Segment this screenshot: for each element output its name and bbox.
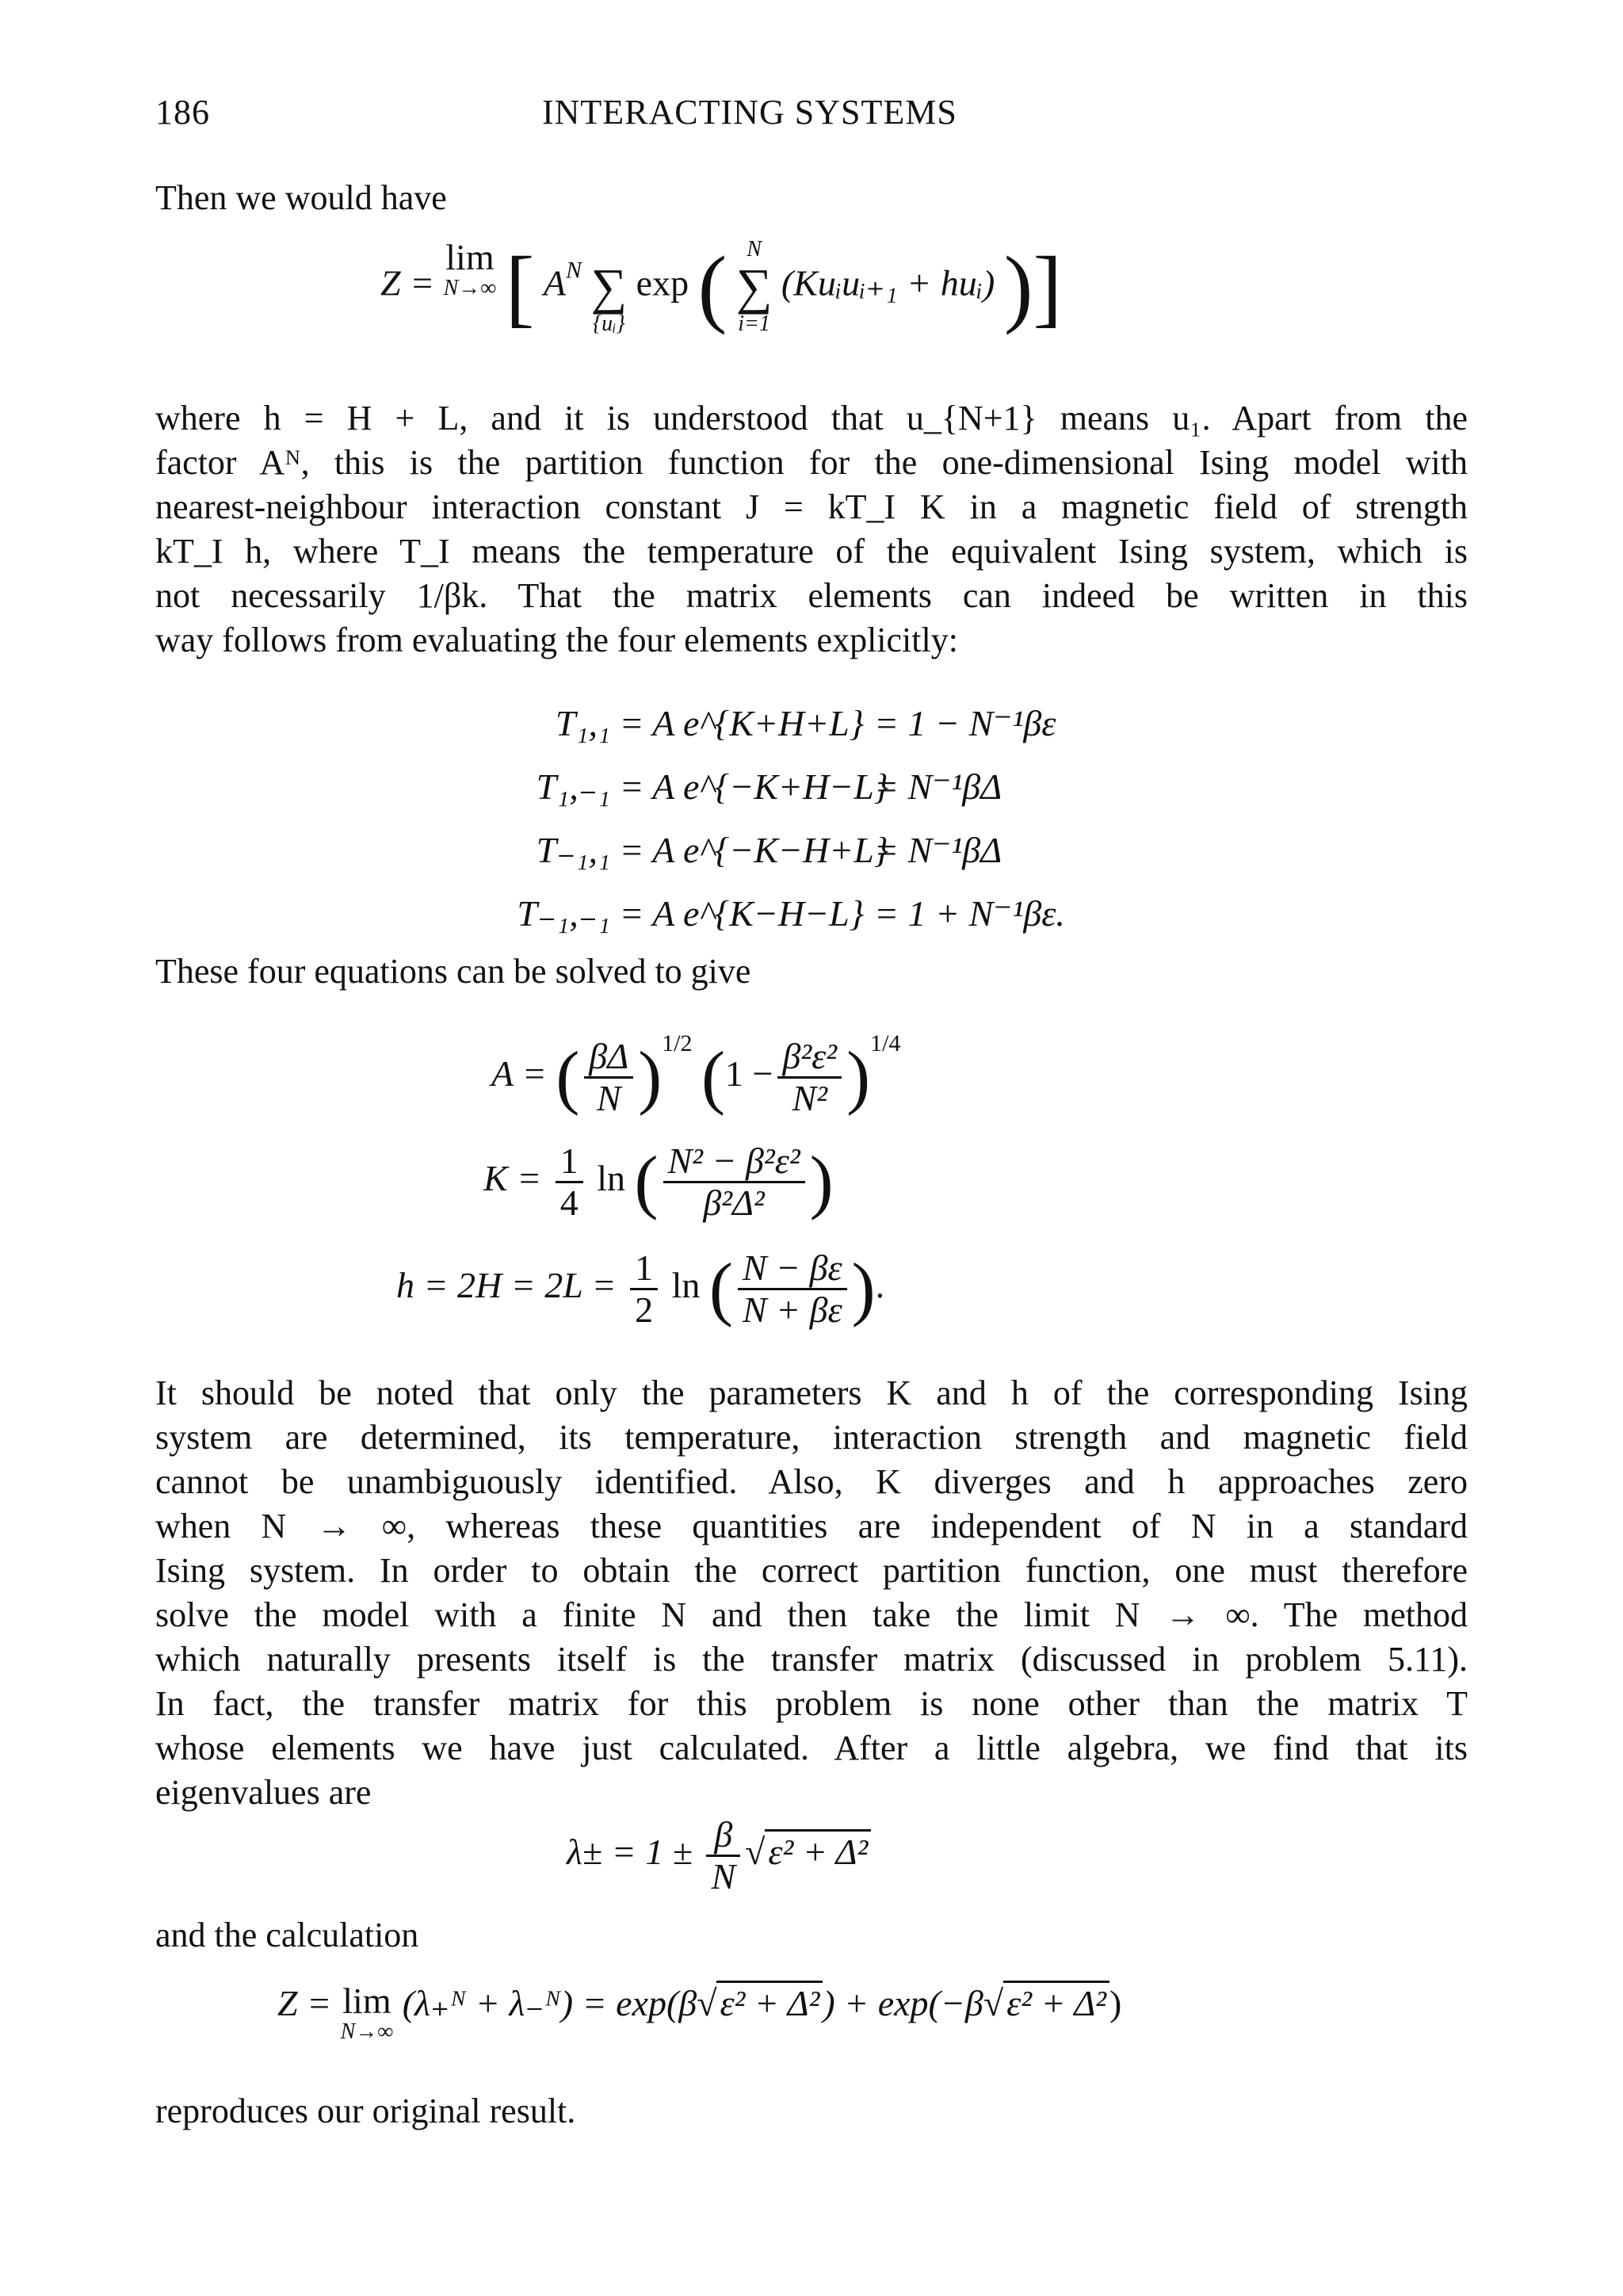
solution-A: A = ( $\frac{\beta\Delta}{N}$ )$^{1/2}$ (1 − $\frac{\text{β²ε²}}{\text{N²}}$ )$^{1/4}$ <box>491 1030 901 1118</box>
solution-K: K = $\frac{1}{4}$ ln ( $\frac{\text{N² − β²ε²}}{\text{β²Δ²}}$ ) <box>483 1140 834 1223</box>
matrix-element-row: T₁,₁ = A e^{K+H+L} = 1 − N⁻¹βε <box>555 703 1056 743</box>
equation-partition-final: Z = lim N→∞ (λ₊ᴺ + λ₋ᴺ) = exp(β√ε² + Δ²) + exp(−β√ε² + Δ²) <box>277 1981 1122 2044</box>
limit-operator: lim N→∞ <box>340 1981 394 2044</box>
sum-operator: ∑ {uᵢ} <box>590 258 628 336</box>
and-calculation-text: and the calculation <box>155 1916 419 1954</box>
equation-partition-sum: Z = lim N→∞ [ $A^N$ ∑ {uᵢ} exp ( N ∑ i=1 (Kuᵢuᵢ₊₁ + huᵢ) )] <box>380 237 1063 336</box>
matrix-element-row: T₋₁,₁ = A e^{−K−H+L} = N⁻¹βΔ <box>536 830 1002 870</box>
inner-sum-operator: N ∑ i=1 <box>735 237 773 336</box>
paragraph-transfer-matrix: It should be noted that only the parameters K and h of the corresponding Ising system are determined, its temperature, interaction strength and magnetic field cannot be unambiguously identified. Also, K diverges and h approaches zero when N → ∞, whereas these quantities are independent of N in a standard Ising system. In order to obtain the correct partition function, one must therefore solve the model with a finite N and then take the limit N → ∞. The method which naturally presents itself is the transfer matrix (discussed in problem 5.11). In fact, the transfer matrix for this problem is none other than the matrix T whose elements we have just calculated. After a little algebra, we find that its eigenvalues are <box>155 1373 1468 1812</box>
closing-text: reproduces our original result. <box>155 2092 576 2130</box>
paragraph-ising-mapping: where h = H + L, and it is understood that u_{N+1} means u₁. Apart from the factor Aᴺ, this is the partition function for the one-dimensional Ising model with nearest-neighbour interaction constant J = kT_I K in a magnetic field of strength kT_I h, where T_I means the temperature of the equivalent Ising system, which is not necessarily 1/βk. That the matrix elements can indeed be written in this way follows from evaluating the four elements explicitly: <box>155 399 1468 659</box>
solve-intro-text: These four equations can be solved to give <box>155 952 751 991</box>
equation-eigenvalues: λ± = 1 ± $\frac{\beta}{N}$ √ε² + Δ² <box>567 1815 871 1897</box>
running-title: INTERACTING SYSTEMS <box>542 93 957 132</box>
page-number: 186 <box>155 93 210 132</box>
matrix-element-row: T₋₁,₋₁ = A e^{K−H−L} = 1 + N⁻¹βε. <box>517 893 1065 934</box>
solution-h: h = 2H = 2L = $\frac{1}{2}$ ln ( $\frac{N - \beta\varepsilon}{N + \beta\varepsilon}$ ). <box>396 1247 885 1330</box>
limit-operator: lim N→∞ <box>443 237 497 300</box>
matrix-element-row: T₁,₋₁ = A e^{−K+H−L} = N⁻¹βΔ <box>536 766 1002 807</box>
left-bracket: [ <box>505 239 535 335</box>
intro-text: Then we would have <box>155 178 447 217</box>
